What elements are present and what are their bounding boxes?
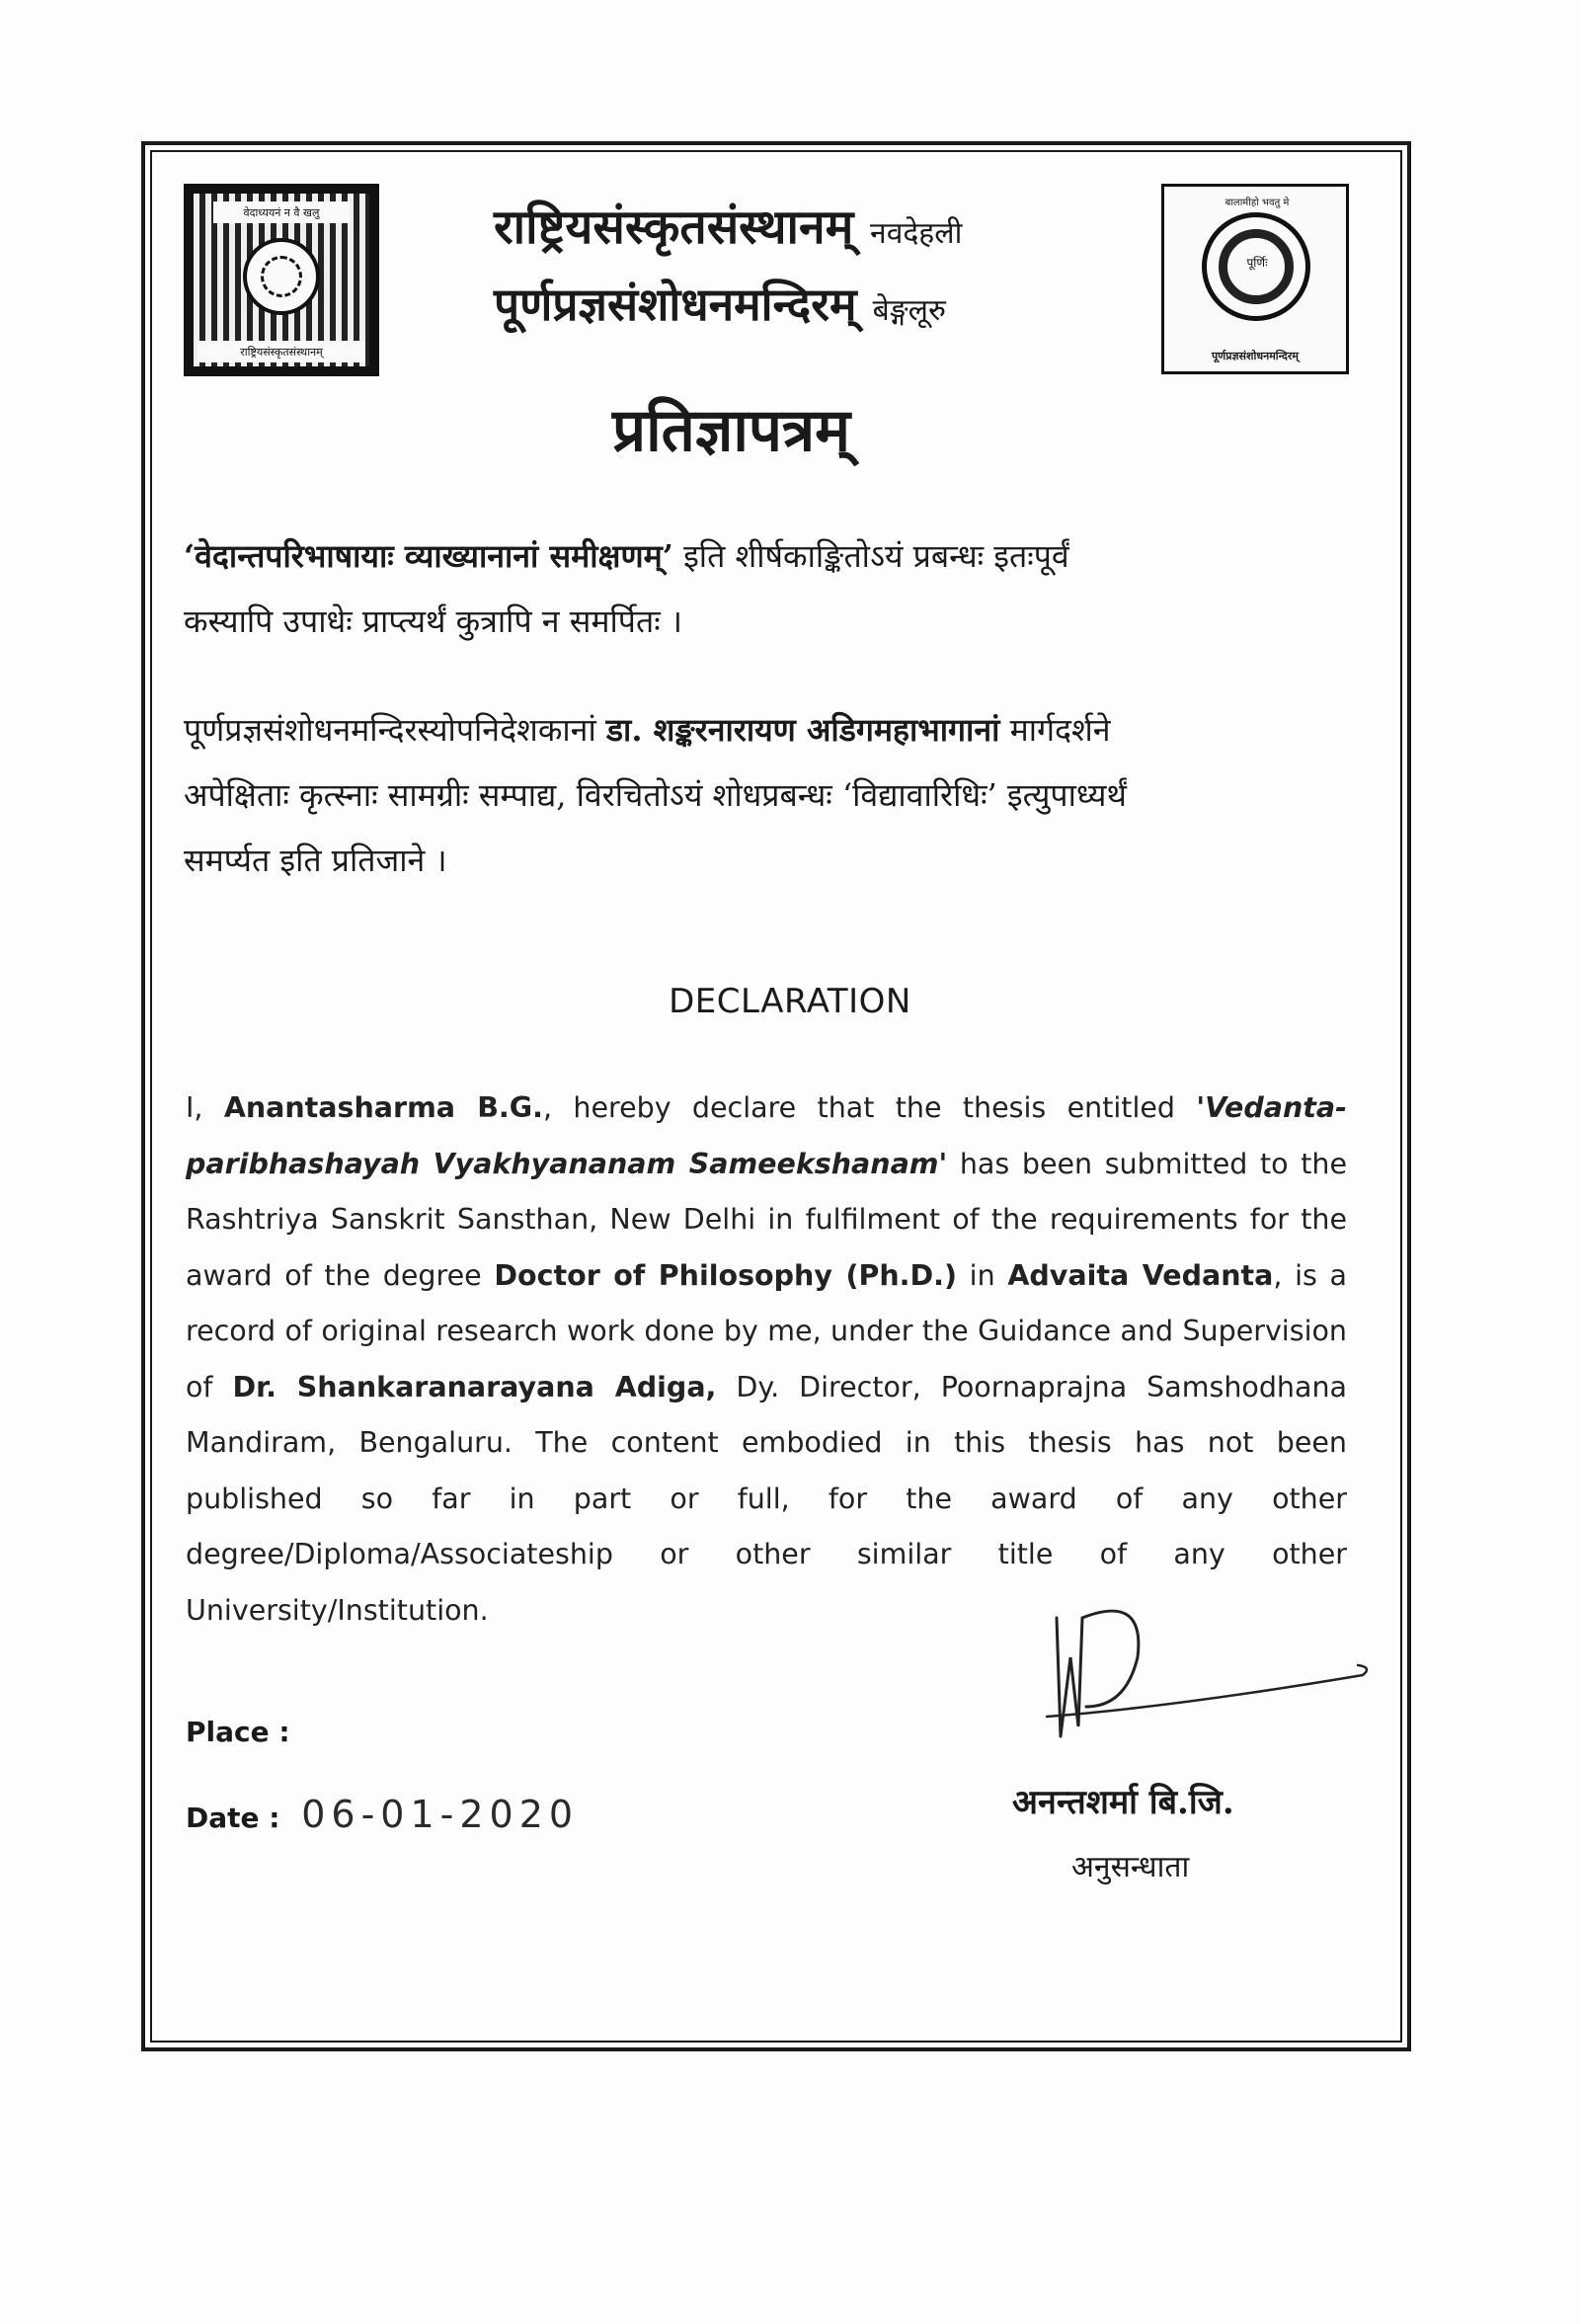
declaration-text: in	[956, 1258, 1008, 1292]
pratijna-text: पूर्णप्रज्ञसंशोधनमन्दिरस्योपनिदेशकानां	[184, 711, 596, 749]
declaration-text: I,	[186, 1091, 224, 1124]
pratijna-text: मार्गदर्शने	[1009, 711, 1111, 749]
pratijna-line: कस्यापि उपाधेः प्राप्त्यर्थं कुत्रापि न समर्पितः ।	[184, 602, 682, 640]
poornaprajna-samshodhana-mandiram-logo	[1161, 184, 1349, 374]
declaration-text: Dy. Director, Poornaprajna Samshodhana Mandiram, Bengaluru. The content embodied in this thesis has not been published so far in part or full, for the award of any other degree/Diploma/Associateship or other similar title of any other University/Institution.	[186, 1370, 1347, 1627]
logo-right-bottom-text: पूर्णप्रज्ञसंशोधनमन्दिरम्	[1212, 350, 1299, 362]
lotus-emblem-icon	[243, 238, 320, 315]
institution-2-heading	[494, 273, 946, 334]
declaration-title: DECLARATION	[669, 982, 911, 1021]
date-row	[186, 1793, 579, 1836]
declaration-text: , hereby declare that the thesis entitled	[542, 1091, 1197, 1124]
place-label: Place :	[186, 1716, 290, 1748]
supervisor-name: Dr. Shankaranarayana Adiga,	[232, 1370, 717, 1403]
pratijna-paragraph-1	[184, 523, 1349, 654]
institution-2-location: बेङ्गलूरु	[872, 293, 946, 328]
declaration-text: has been submitted to the Rashtriya Sanskrit Sansthan, New Delhi in fulfilment of the requirements for the award of the degree	[186, 1147, 1348, 1292]
institution-2-name: पूर्णप्रज्ञसंशोधनमन्दिरम्	[494, 278, 857, 331]
signatory-role: अनुसन्धाता	[1071, 1850, 1190, 1884]
thesis-title-sanskrit: ‘वेदान्तपरिभाषायाः व्याख्यानानां समीक्षणम्’	[184, 537, 673, 575]
thesis-title: 'Vedanta-paribhashayah Vyakhyananam Sameekshanam'	[186, 1091, 1347, 1180]
degree-name: Doctor of Philosophy (Ph.D.)	[494, 1258, 957, 1292]
pratijna-line	[184, 697, 1349, 762]
pratijna-line: अपेक्षिताः कृत्स्नाः सामग्रीः सम्पाद्य, विरचितोऽयं शोधप्रबन्धः ‘विद्यावारिधिः’ इत्युपाध्यर्थं	[184, 776, 1127, 814]
pratijna-text: इति शीर्षकाङ्कितोऽयं प्रबन्धः इतःपूर्वं	[683, 537, 1069, 575]
date-label: Date :	[186, 1802, 280, 1834]
declaration-text: , is a record of original research work done by me, under the Guidance and Supervision of	[186, 1258, 1347, 1403]
signature-image	[1027, 1598, 1382, 1756]
subject-name: Advaita Vedanta	[1007, 1258, 1274, 1292]
rashtriya-sanskrit-sansthan-logo	[184, 184, 379, 376]
pratijna-line: समर्प्यत इति प्रतिजाने ।	[184, 841, 447, 879]
institution-1-heading	[494, 194, 962, 258]
date-value: 06-01-2020	[301, 1793, 580, 1836]
declaration-body	[186, 1081, 1347, 1639]
institution-1-location: नवदेहली	[870, 216, 963, 251]
signatory-name: अनन्तशर्मा बि.जि.	[1012, 1783, 1234, 1822]
institution-1-name: राष्ट्रियसंस्कृतसंस्थानम्	[494, 200, 854, 255]
logo-right-center-text: पूर्णिः	[1246, 256, 1268, 270]
logo-right-arc-text: बालामीहो भवतु मे	[1224, 198, 1290, 208]
pratijna-paragraph-2	[184, 697, 1349, 893]
pratijna-line	[184, 523, 1349, 589]
logo-left-bottom-text: राष्ट्रियसंस्कृतसंस्थानम्	[198, 341, 365, 362]
candidate-name: Anantasharma B.G.	[223, 1091, 543, 1124]
supervisor-name-sanskrit: डा. शङ्करनारायण अडिगमहाभागानां	[605, 711, 1000, 749]
pratijna-title: प्रतिज्ञापत्रम्	[612, 396, 850, 465]
logo-left-top-text: वेदाध्ययनं न वै खलु	[213, 201, 350, 223]
